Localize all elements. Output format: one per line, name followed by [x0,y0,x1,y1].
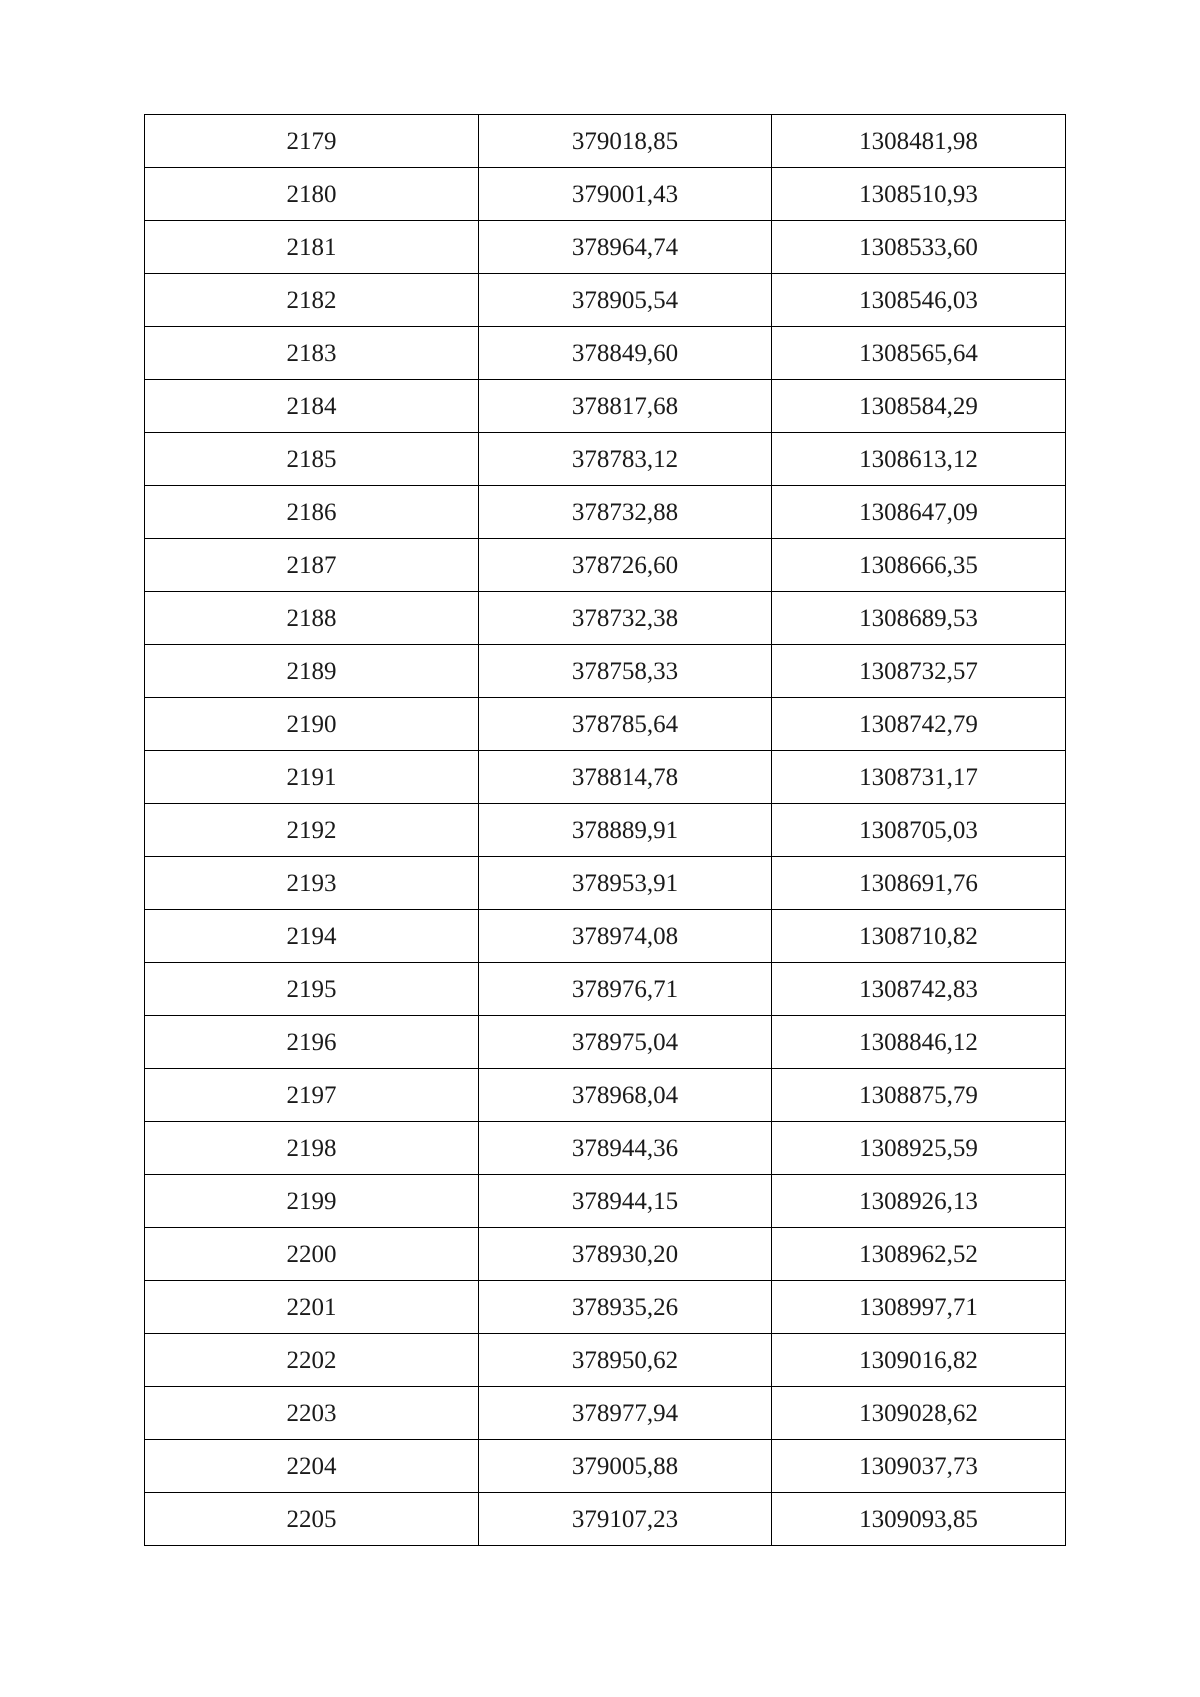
point-number-cell: 2201 [145,1281,479,1334]
table-row [145,1122,1066,1175]
point-number-cell: 2185 [145,433,479,486]
point-number-cell: 2183 [145,327,479,380]
table-row [145,1281,1066,1334]
y-coordinate-cell: 1308846,12 [772,1016,1066,1069]
y-coordinate-cell: 1308510,93 [772,168,1066,221]
y-coordinate-cell: 1308742,83 [772,963,1066,1016]
table-row [145,645,1066,698]
x-coordinate-cell: 378975,04 [479,1016,772,1069]
y-coordinate-cell: 1308997,71 [772,1281,1066,1334]
point-number-cell: 2189 [145,645,479,698]
y-coordinate-cell: 1308926,13 [772,1175,1066,1228]
point-number-cell: 2196 [145,1016,479,1069]
table-row [145,1440,1066,1493]
y-coordinate-cell: 1308613,12 [772,433,1066,486]
table-row [145,1493,1066,1546]
point-number-cell: 2190 [145,698,479,751]
y-coordinate-cell: 1308584,29 [772,380,1066,433]
point-number-cell: 2205 [145,1493,479,1546]
y-coordinate-cell: 1308742,79 [772,698,1066,751]
y-coordinate-cell: 1308533,60 [772,221,1066,274]
table-row [145,1334,1066,1387]
table-row [145,698,1066,751]
table-row [145,910,1066,963]
table-row [145,168,1066,221]
y-coordinate-cell: 1309037,73 [772,1440,1066,1493]
point-number-cell: 2188 [145,592,479,645]
x-coordinate-cell: 378726,60 [479,539,772,592]
point-number-cell: 2184 [145,380,479,433]
table-row [145,1175,1066,1228]
y-coordinate-cell: 1308666,35 [772,539,1066,592]
coordinates-table [144,114,1066,1546]
point-number-cell: 2186 [145,486,479,539]
y-coordinate-cell: 1308925,59 [772,1122,1066,1175]
x-coordinate-cell: 378953,91 [479,857,772,910]
table-row [145,1016,1066,1069]
y-coordinate-cell: 1309028,62 [772,1387,1066,1440]
x-coordinate-cell: 378785,64 [479,698,772,751]
table-row [145,592,1066,645]
point-number-cell: 2182 [145,274,479,327]
table-row [145,804,1066,857]
table-row [145,963,1066,1016]
point-number-cell: 2198 [145,1122,479,1175]
x-coordinate-cell: 378814,78 [479,751,772,804]
table-row [145,1228,1066,1281]
table-row [145,539,1066,592]
x-coordinate-cell: 378974,08 [479,910,772,963]
table-row [145,1387,1066,1440]
point-number-cell: 2194 [145,910,479,963]
x-coordinate-cell: 379018,85 [479,115,772,168]
y-coordinate-cell: 1308710,82 [772,910,1066,963]
x-coordinate-cell: 378758,33 [479,645,772,698]
x-coordinate-cell: 378905,54 [479,274,772,327]
x-coordinate-cell: 378977,94 [479,1387,772,1440]
x-coordinate-cell: 378889,91 [479,804,772,857]
x-coordinate-cell: 379107,23 [479,1493,772,1546]
y-coordinate-cell: 1308647,09 [772,486,1066,539]
point-number-cell: 2204 [145,1440,479,1493]
point-number-cell: 2203 [145,1387,479,1440]
x-coordinate-cell: 378944,36 [479,1122,772,1175]
y-coordinate-cell: 1308481,98 [772,115,1066,168]
y-coordinate-cell: 1308705,03 [772,804,1066,857]
x-coordinate-cell: 378849,60 [479,327,772,380]
point-number-cell: 2200 [145,1228,479,1281]
y-coordinate-cell: 1309016,82 [772,1334,1066,1387]
y-coordinate-cell: 1308565,64 [772,327,1066,380]
coordinates-table-body [145,115,1066,1546]
y-coordinate-cell: 1308546,03 [772,274,1066,327]
y-coordinate-cell: 1308732,57 [772,645,1066,698]
point-number-cell: 2181 [145,221,479,274]
table-row [145,327,1066,380]
x-coordinate-cell: 378732,88 [479,486,772,539]
table-row [145,433,1066,486]
point-number-cell: 2199 [145,1175,479,1228]
x-coordinate-cell: 378964,74 [479,221,772,274]
point-number-cell: 2187 [145,539,479,592]
x-coordinate-cell: 378968,04 [479,1069,772,1122]
point-number-cell: 2193 [145,857,479,910]
point-number-cell: 2180 [145,168,479,221]
table-row [145,274,1066,327]
point-number-cell: 2191 [145,751,479,804]
y-coordinate-cell: 1308875,79 [772,1069,1066,1122]
point-number-cell: 2195 [145,963,479,1016]
point-number-cell: 2192 [145,804,479,857]
x-coordinate-cell: 378935,26 [479,1281,772,1334]
point-number-cell: 2197 [145,1069,479,1122]
x-coordinate-cell: 378930,20 [479,1228,772,1281]
table-row [145,1069,1066,1122]
table-row [145,857,1066,910]
x-coordinate-cell: 378817,68 [479,380,772,433]
x-coordinate-cell: 379001,43 [479,168,772,221]
x-coordinate-cell: 378950,62 [479,1334,772,1387]
x-coordinate-cell: 379005,88 [479,1440,772,1493]
y-coordinate-cell: 1308962,52 [772,1228,1066,1281]
x-coordinate-cell: 378732,38 [479,592,772,645]
y-coordinate-cell: 1308731,17 [772,751,1066,804]
table-row [145,751,1066,804]
x-coordinate-cell: 378944,15 [479,1175,772,1228]
y-coordinate-cell: 1308691,76 [772,857,1066,910]
table-row [145,486,1066,539]
y-coordinate-cell: 1308689,53 [772,592,1066,645]
point-number-cell: 2202 [145,1334,479,1387]
x-coordinate-cell: 378976,71 [479,963,772,1016]
point-number-cell: 2179 [145,115,479,168]
y-coordinate-cell: 1309093,85 [772,1493,1066,1546]
table-row [145,221,1066,274]
table-row [145,115,1066,168]
x-coordinate-cell: 378783,12 [479,433,772,486]
table-row [145,380,1066,433]
